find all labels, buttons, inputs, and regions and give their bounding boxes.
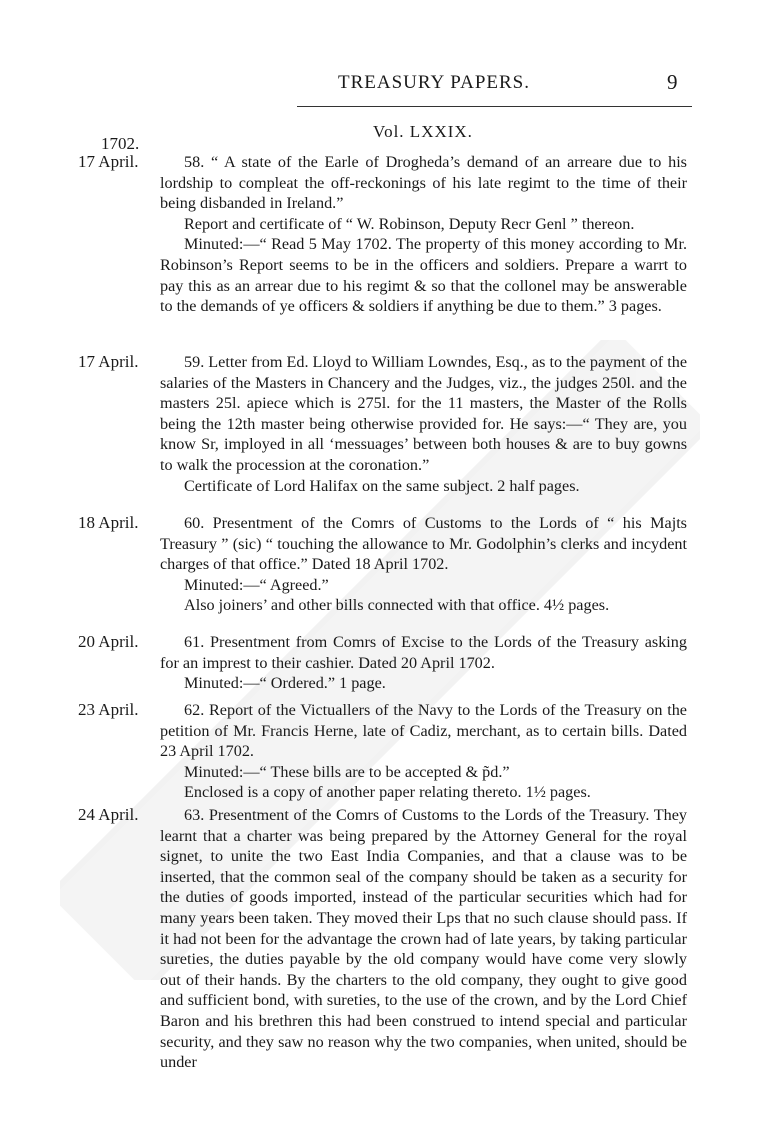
- entry-paragraph: Enclosed is a copy of another paper relating thereto. 1½ pages.: [184, 783, 591, 802]
- entry-paragraph: 62. Report of the Victuallers of the Navy to the Lords of the Treasury on the petition of Mr. Francis Herne, late of Cadiz, merchant, as to certain bills. Dated 23 April 1702.: [160, 701, 687, 761]
- entry-date: 20 April.: [78, 632, 139, 651]
- entry-paragraph: Certificate of Lord Halifax on the same subject. 2 half pages.: [184, 476, 580, 495]
- entry-paragraph: 59. Letter from Ed. Lloyd to William Lowndes, Esq., as to the payment of the salaries of the Masters in Chancery and the Judges, viz., the judges 250l. and the masters 25l. apiece which is 275l. for the 11 masters, the Master of the Rolls being the 12th master being otherwise provided for. He says:—“ They are, you know Sr, imployed in all ‘messuages’ between both houses & are to buy gowns to walk the procession at the coronation.”: [160, 353, 688, 474]
- entry-paragraph: 58. “ A state of the Earle of Drogheda’s demand of an arreare due to his lordship to compleat the off-reckonings of his late regimt to the time of their being disbanded in Ireland.”: [160, 153, 687, 213]
- entry-paragraph: 63. Presentment of the Comrs of Customs to the Lords of the Treasury. They learnt that a charter was being prepared by the Attorney General for the royal signet, to unite the two East India Companies, and that a clause was to be inserted, that the common seal of the company should be taken as a security for the duties of goods imported, instead of the particular securities which had for many years been taken. They moved their Lps that no such clause should pass. If it had not been for the advantage the crown had of late years, by taking particular sureties, the duties payable by the old company would have come very slowly out of their hands. By the charters to the old company, they ought to give good and sufficient bond, with sureties, to the use of the crown, and by the Lord Chief Baron and his brethren this had been construed to intend special and particular security, and they saw no reason why the two companies, when united, should be under: [160, 806, 687, 1072]
- entry-paragraph: Minuted:—“ These bills are to be accepted & p̃d.”: [184, 762, 510, 781]
- entry-paragraph: Report and certificate of “ W. Robinson, Deputy Recr Genl ” thereon.: [184, 214, 635, 233]
- entry-body: [160, 632, 687, 694]
- entry-paragraph: Minuted:—“ Ordered.” 1 page.: [184, 674, 386, 693]
- entry-paragraph: 61. Presentment from Comrs of Excise to the Lords of the Treasury asking for an imprest to their cashier. Dated 20 April 1702.: [160, 633, 687, 672]
- page-number: 9: [667, 70, 678, 94]
- entry-date: 23 April.: [78, 700, 139, 719]
- entry-body: [160, 513, 687, 616]
- year-label: 1702.: [101, 134, 140, 153]
- entry-paragraph: Minuted:—“ Read 5 May 1702. The property of this money according to Mr. Robinson’s Report seems to be in the officers and soldiers. Prepare a warrt to pay this as an arrear due to his regimt & so that the collonel may be answerable to the demands of ye officers & soldiers if anything be due to them.” 3 pages.: [160, 235, 687, 316]
- entry-body: [160, 805, 687, 1073]
- running-head: [0, 70, 768, 96]
- entry-body: [160, 152, 687, 317]
- entry-date: 18 April.: [78, 513, 139, 532]
- entry-paragraph: 60. Presentment of the Comrs of Customs to the Lords of “ his Majts Treasury ” (sic) “ touching the allowance to Mr. Godolphin’s clerks and incydent charges of that office.” Dated 18 April 1702.: [160, 514, 687, 574]
- entry-paragraph: Also joiners’ and other bills connected with that office. 4½ pages.: [184, 596, 610, 615]
- running-head-title: TREASURY PAPERS.: [338, 72, 530, 93]
- entry-body: [160, 352, 687, 496]
- header-rule: [297, 106, 692, 107]
- entry-date: 24 April.: [78, 805, 139, 824]
- volume-heading: Vol. LXXIX.: [373, 122, 473, 141]
- entry-paragraph: Minuted:—“ Agreed.”: [184, 575, 329, 594]
- entry-date: 17 April.: [78, 152, 139, 171]
- entry-date: 17 April.: [78, 352, 139, 371]
- entry-body: [160, 700, 687, 803]
